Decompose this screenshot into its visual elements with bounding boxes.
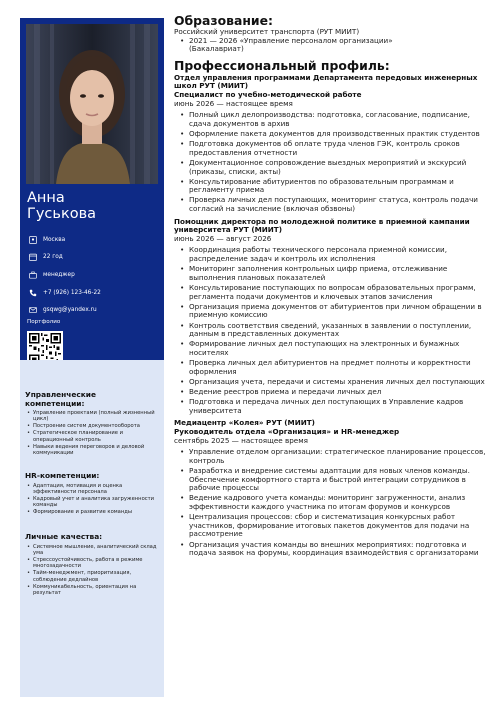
list-item: • Контроль соответствия сведений, указанных в заявлении о поступлении, данным в представленных документах — [189, 322, 494, 339]
list-item: • Системное мышление, аналитический склад ума — [33, 544, 159, 557]
person-name — [27, 190, 96, 222]
list-item: • Коммуникабельность, ориентация на результат — [33, 584, 159, 597]
list-item: • Централизация процессов: сбор и систематизация конкурсных работ участников, формирование итоговых пакетов документов для подачи на рассмотрение — [189, 513, 494, 539]
list-item: • Ведение кадрового учета команды: мониторинг загруженности, анализ эффективности каждого участника по итогам форумов и конкурсов — [189, 494, 494, 511]
contact-phone-text: +7 (926) 123-46-22 — [43, 289, 101, 296]
personal-list — [25, 544, 159, 597]
education-list — [174, 37, 494, 54]
list-item: • Полный цикл делопроизводства: подготовка, согласование, подписание, сдача документов в архив — [189, 111, 494, 128]
location-icon — [28, 235, 37, 244]
job-org: Медиацентр «Колея» РУТ (МИИТ) — [174, 418, 315, 428]
job-org: Помощник директора по молодежной политике в приемной кампании университета РУТ (МИИТ) — [174, 216, 470, 235]
personal-title: Личные качества: — [25, 532, 103, 541]
list-item: • Формирование личных дел поступающих на электронных и бумажных носителях — [189, 340, 494, 357]
job-entry — [174, 74, 494, 214]
list-item: • Разработка и внедрение системы адаптации для новых членов команды. Обеспечение комфортного старта и быстрой интеграции сотрудников в рабочие процессы — [189, 467, 494, 493]
list-item: • Кадровый учет и аналитика загруженности команды — [33, 496, 159, 509]
management-title: Управленческие компетенции: — [25, 390, 96, 408]
list-item: • Организация участия команды во внешних мероприятиях: подготовка и подача заявок на форумы, координация взаимодействия с организаторами — [189, 541, 494, 558]
job-duties — [174, 448, 494, 558]
management-competencies — [25, 391, 159, 457]
sidebar-skills — [20, 360, 164, 697]
list-item: • Ведение реестров приема и передачи личных дел — [189, 388, 494, 397]
job-entry — [174, 218, 494, 416]
list-item: • Стратегическое планирование и операционный контроль — [33, 430, 159, 443]
list-item: • Проверка личных дел абитуриентов на предмет полноты и корректности оформления — [189, 359, 494, 376]
mail-icon — [28, 306, 37, 315]
list-item: • Адаптация, мотивация и оценка эффективности персонала — [33, 483, 159, 496]
job-period: июнь 2026 — настоящее время — [174, 98, 293, 108]
job-org: Отдел управления программами Департамента передовых инженерных школ РУТ (МИИТ) — [174, 72, 478, 91]
list-item: • Организация приема документов от абитуриентов при личном обращении в приемную комиссию — [189, 303, 494, 320]
sidebar-header — [20, 18, 164, 360]
contact-position — [28, 266, 158, 284]
list-item: • Консультирование поступающих по вопросам образовательных программ, регламента подачи документов и ключевых этапов зачисления — [189, 284, 494, 301]
personal-qualities — [25, 533, 159, 597]
job-period: сентябрь 2025 — настоящее время — [174, 435, 308, 445]
calendar-icon — [28, 253, 37, 262]
management-list — [25, 410, 159, 456]
list-item: • Оформление пакета документов для производственных практик студентов — [189, 130, 494, 139]
job-duties — [174, 111, 494, 214]
education-heading: Образование: — [174, 13, 273, 28]
contact-email-text: gsqwg@yandex.ru — [43, 307, 97, 314]
sidebar — [20, 18, 164, 697]
contact-location — [28, 231, 158, 249]
job-duties — [174, 246, 494, 415]
contact-age-text: 22 год — [43, 254, 63, 261]
list-item: • Навыки ведения переговоров и деловой коммуникации — [33, 444, 159, 457]
experience-heading: Профессиональный профиль: — [174, 57, 390, 73]
hr-list — [25, 483, 159, 516]
contact-email[interactable] — [28, 301, 158, 319]
list-item: • Подготовка документов об оплате труда членов ГЭК, контроль сроков предоставления отчетности — [189, 140, 494, 157]
list-item: • Формирование и развитие команды — [33, 509, 159, 515]
education-program: • 2021 — 2026 «Управление персоналом организации» (Бакалавриат) — [189, 37, 494, 54]
list-item: • Построение систем документооборота — [33, 423, 159, 429]
portfolio-label: Портфолио — [27, 319, 61, 325]
list-item: • Консультирование абитуриентов по образовательным программам и регламенту приема — [189, 178, 494, 195]
list-item: • Подготовка и передача личных дел поступающих в Управление кадров университета — [189, 398, 494, 415]
job-role: Руководитель отдела «Организация» и HR-менеджер — [174, 427, 400, 437]
list-item: • Стрессоустойчивость, работа в режиме многозадачности — [33, 557, 159, 570]
list-item: • Управление отделом организации: стратегическое планирование процессов, контроль — [189, 448, 494, 465]
contact-list — [28, 231, 158, 319]
contact-phone[interactable] — [28, 284, 158, 302]
profile-photo — [26, 24, 158, 184]
last-name: Гуськова — [27, 206, 97, 222]
hr-competencies — [25, 472, 159, 516]
list-item: • Тайм-менеджмент, приоритизация, соблюдение дедлайнов — [33, 570, 159, 583]
phone-icon — [28, 288, 37, 297]
list-item: • Управление проектами (полный жизненный цикл) — [33, 410, 159, 423]
list-item: • Мониторинг заполнения контрольных цифр приема, отслеживание выполнения плановых показателей — [189, 265, 494, 282]
job-role: Специалист по учебно-методической работе — [174, 89, 362, 99]
briefcase-icon — [28, 270, 37, 279]
list-item: • Координация работы технического персонала приемной комиссии, распределение задач и контроль их исполнения — [189, 246, 494, 263]
first-name: Анна — [27, 190, 65, 206]
list-item: • Проверка личных дел поступающих, мониторинг статуса, контроль подачи согласий на зачисление (включая обзвоны) — [189, 196, 494, 213]
contact-age — [28, 249, 158, 267]
contact-city: Москва — [43, 236, 66, 243]
job-entry — [174, 419, 494, 557]
job-period: июнь 2026 — август 2026 — [174, 233, 272, 243]
hr-title: HR-компетенции: — [25, 471, 100, 480]
list-item: • Документационное сопровождение выездных мероприятий и экскурсий (приказы, списки, акты) — [189, 159, 494, 176]
list-item: • Организация учета, передачи и системы хранения личных дел поступающих — [189, 378, 494, 387]
contact-position-text: менеджер — [43, 271, 75, 278]
main-content — [174, 14, 494, 558]
education-university: Российский университет транспорта (РУТ МИИТ) — [174, 27, 360, 36]
